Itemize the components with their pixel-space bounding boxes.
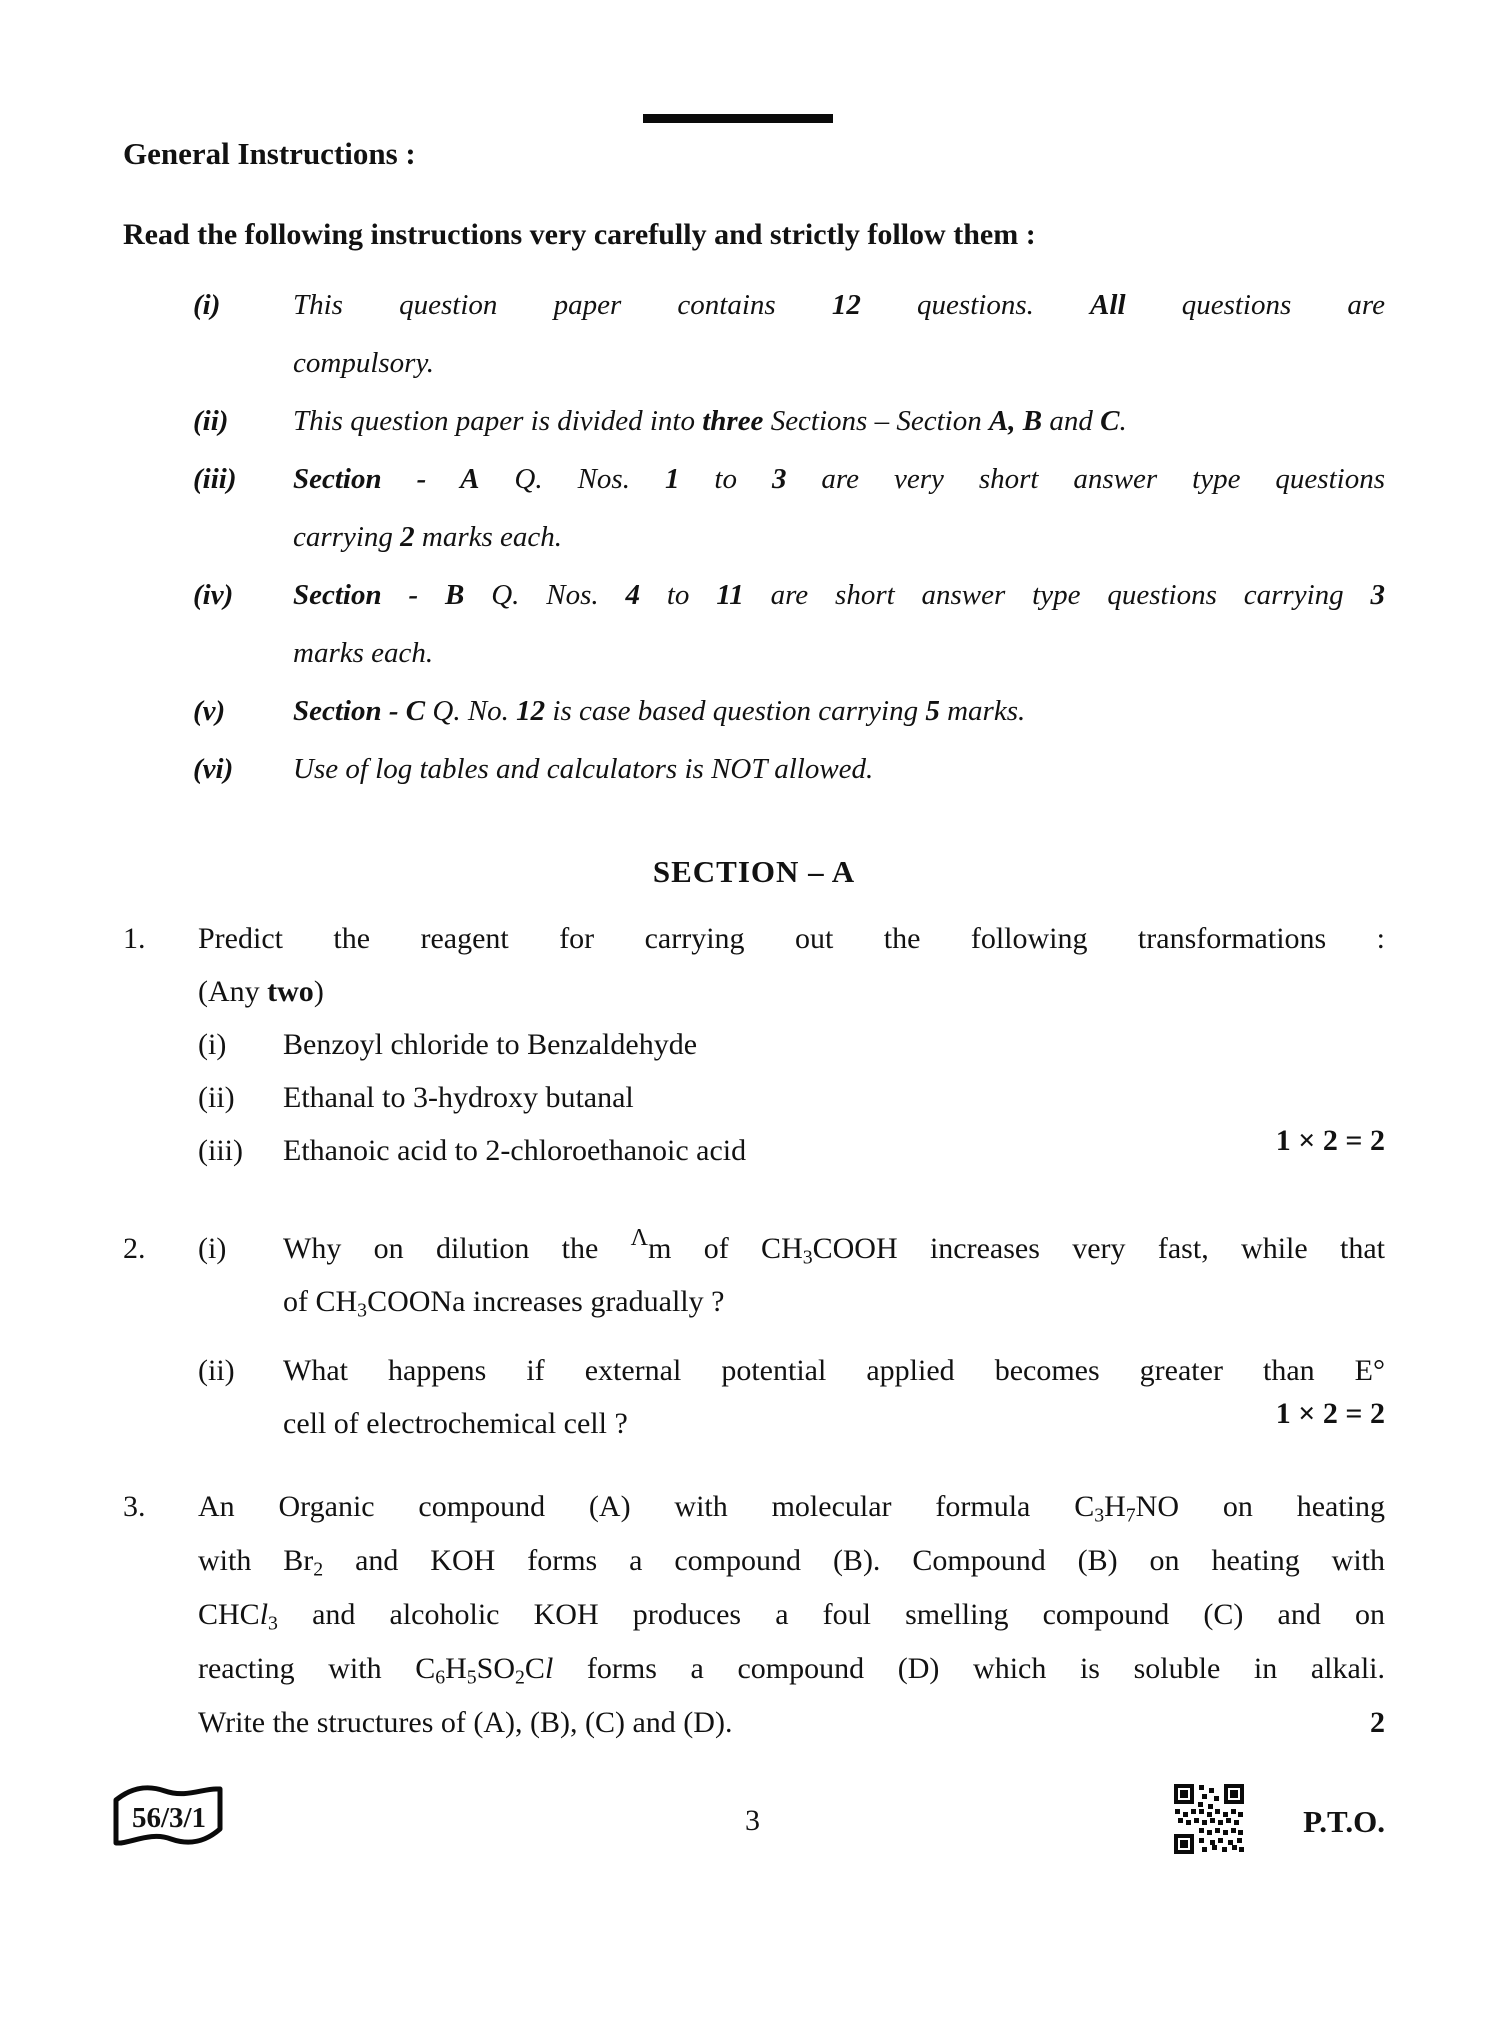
question-2-marks: 1 × 2 = 2 — [1275, 1397, 1385, 1430]
section-a-title: SECTION – A — [652, 854, 856, 889]
instruction-item-5 — [193, 682, 1385, 740]
instruction-line: Section - C Q. No. 12 is case based question carrying 5 marks. — [293, 695, 1026, 727]
question-2-item-i — [198, 1222, 1385, 1328]
instruction-line: Section - B Q. Nos. 4 to 11 are short answer type questions carrying 3 — [293, 579, 1385, 611]
question-1-number: 1. — [123, 922, 146, 955]
sub-item-line: Why on dilution the $^\Lambda$m of CH3COOH increases very fast, while that — [283, 1224, 1385, 1269]
instruction-line: Use of log tables and calculators is NOT allowed. — [293, 753, 874, 785]
question-1-item-iii — [198, 1124, 1385, 1177]
instruction-item-number: (v) — [193, 695, 226, 727]
question-1 — [123, 912, 1385, 1177]
sub-item-number: (i) — [198, 1232, 227, 1265]
sub-item-line: cell of electrochemical cell ? — [283, 1407, 628, 1440]
instruction-item-number: (iv) — [193, 579, 234, 611]
read-instructions-note: Read the following instructions very carefully and strictly follow them : — [123, 218, 1036, 251]
instruction-item-text — [293, 566, 1385, 682]
instruction-item-2 — [193, 392, 1385, 450]
general-instructions-heading: General Instructions : — [123, 136, 416, 171]
question-1-item-i — [198, 1018, 1385, 1071]
question-2-item-ii — [198, 1344, 1385, 1450]
sub-item-line: of CH3COONa increases gradually ? — [283, 1285, 725, 1322]
sub-item-number: (ii) — [198, 1354, 235, 1387]
question-1-marks: 1 × 2 = 2 — [1275, 1124, 1385, 1157]
question-2-number: 2. — [123, 1232, 146, 1265]
question-3-text — [198, 1480, 1385, 1750]
sub-item-number: (iii) — [198, 1134, 243, 1167]
instruction-line: This question paper contains 12 questions. All questions are — [293, 289, 1386, 321]
page-number: 3 — [745, 1804, 760, 1837]
question-3-marks: 2 — [1370, 1706, 1385, 1739]
question-line: Predict the reagent for carrying out the following transformations : — [198, 922, 1385, 955]
question-2 — [123, 1222, 1385, 1450]
instruction-item-text — [293, 276, 1385, 392]
question-line: An Organic compound (A) with molecular formula C3H7NO on heating — [198, 1490, 1385, 1527]
question-line: with Br2 and KOH forms a compound (B). Compound (B) on heating with — [198, 1544, 1385, 1581]
instruction-item-text — [293, 682, 1385, 740]
sub-item-line: What happens if external potential applied becomes greater than E° — [283, 1354, 1385, 1387]
instruction-item-text — [293, 450, 1385, 566]
question-line: (Any two) — [198, 975, 324, 1008]
paper-code: 56/3/1 — [131, 1802, 207, 1834]
instruction-item-text — [293, 740, 1385, 798]
instruction-item-text — [293, 392, 1385, 450]
instruction-line: compulsory. — [293, 347, 434, 379]
sub-item-number: (ii) — [198, 1081, 235, 1114]
instructions-list — [193, 276, 1385, 798]
instruction-line: This question paper is divided into three Sections – Section A, B and C. — [293, 405, 1127, 437]
instruction-item-number: (i) — [193, 289, 221, 321]
sub-item-text: Ethanal to 3-hydroxy butanal — [283, 1081, 634, 1114]
instruction-line: carrying 2 marks each. — [293, 521, 563, 553]
instruction-item-number: (iii) — [193, 463, 237, 495]
instruction-line: marks each. — [293, 637, 434, 669]
question-2-text — [198, 1222, 1385, 1450]
instruction-line: Section - A Q. Nos. 1 to 3 are very short answer type questions — [293, 463, 1385, 495]
sub-item-text: Benzoyl chloride to Benzaldehyde — [283, 1028, 698, 1061]
question-3 — [123, 1480, 1385, 1750]
question-1-item-ii — [198, 1071, 1385, 1124]
sub-item-text: Ethanoic acid to 2-chloroethanoic acid — [283, 1134, 747, 1167]
qr-code — [1172, 1782, 1246, 1856]
question-1-text — [198, 912, 1385, 1177]
sub-item-number: (i) — [198, 1028, 227, 1061]
pto-label: P.T.O. — [1303, 1804, 1385, 1839]
header-divider-line — [643, 114, 833, 123]
instruction-item-6 — [193, 740, 1385, 798]
instruction-item-number: (vi) — [193, 753, 234, 785]
instruction-item-4 — [193, 566, 1385, 682]
instruction-item-number: (ii) — [193, 405, 229, 437]
instruction-item-3 — [193, 450, 1385, 566]
instruction-item-1 — [193, 276, 1385, 392]
question-3-number: 3. — [123, 1490, 146, 1523]
question-line: 2 Write the structures of (A), (B), (C) and (D). — [198, 1696, 1385, 1750]
question-line: reacting with C6H5SO2Cl forms a compound (D) which is soluble in alkali. — [198, 1652, 1386, 1689]
question-line: CHCl3 and alcoholic KOH produces a foul smelling compound (C) and on — [198, 1598, 1385, 1635]
